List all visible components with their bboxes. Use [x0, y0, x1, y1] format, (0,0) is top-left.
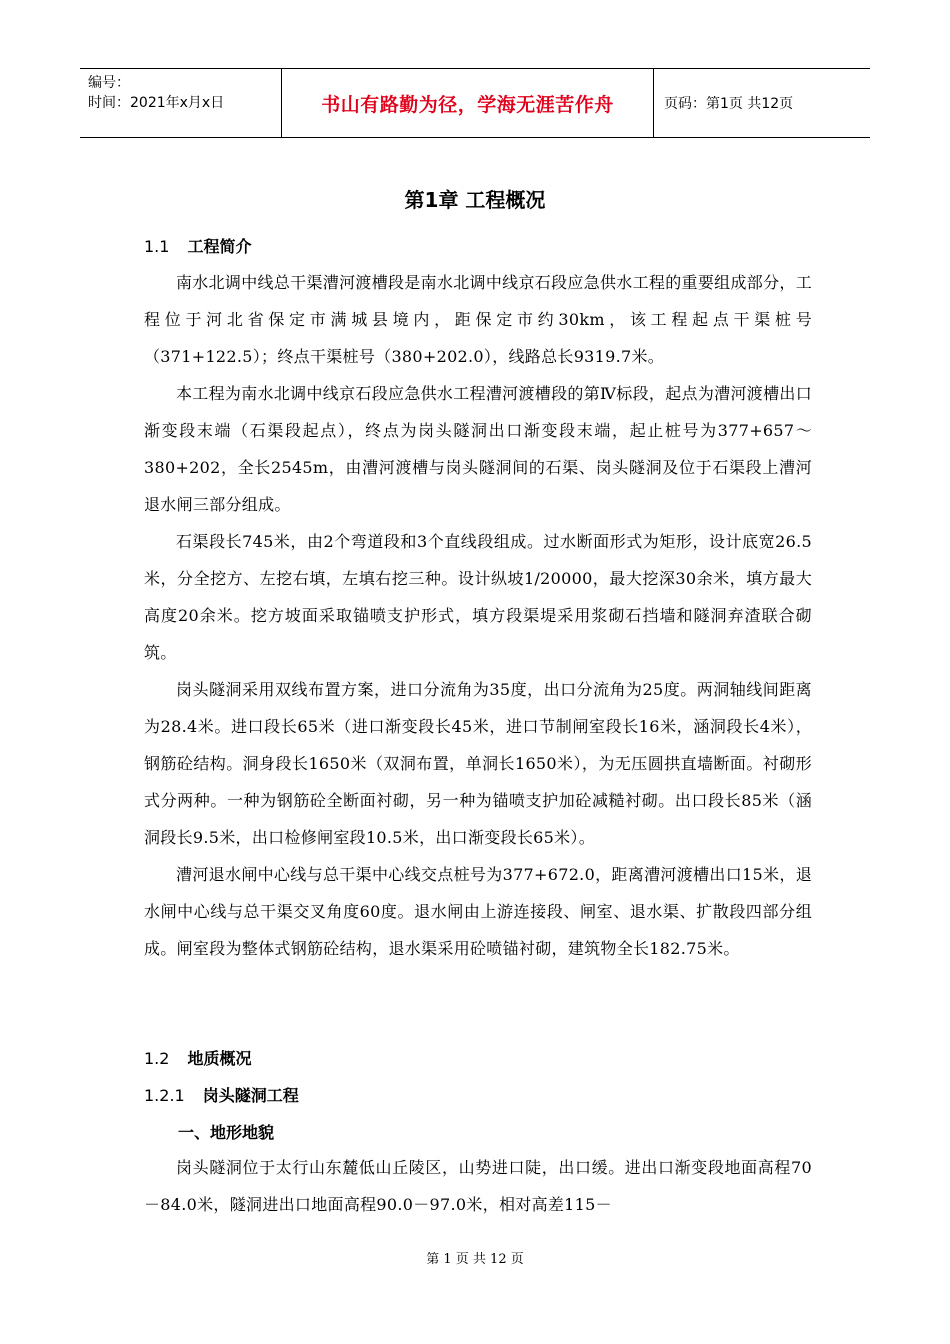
- section-title: 工程简介: [187, 237, 252, 256]
- paragraph: 漕河退水闸中心线与总干渠中心线交点桩号为377+672.0，距离漕河渡槽出口15米，退水闸中心线与总干渠交叉角度60度。退水闸由上游连接段、闸室、退水渠、扩散段四部分组成。闸室段为整体式钢筋砼结构，退水渠采用砼喷锚衬砌，建筑物全长182.75米。: [144, 865, 812, 958]
- header-motto: 书山有路勤为径，学海无涯苦作舟: [282, 69, 654, 137]
- chapter-title: 第1章 工程概况: [404, 188, 546, 212]
- section-number: 1.1: [144, 237, 170, 256]
- time-label: 时间：2021年x月x日: [88, 95, 225, 111]
- page-footer: 第 1 页 共 12 页: [426, 1252, 524, 1267]
- subheading-terrain: 一、地形地貌: [178, 1123, 275, 1142]
- paragraph: 岗头隧洞位于太行山东麓低山丘陵区，山势进口陡，出口缓。进出口渐变段地面高程70－84.0米，隧洞进出口地面高程90.0－97.0米，相对高差115－: [144, 1158, 812, 1214]
- section-title: 地质概况: [187, 1049, 252, 1068]
- section-number: 1.2: [144, 1049, 170, 1068]
- paragraph: 本工程为南水北调中线京石段应急供水工程漕河渡槽段的第Ⅳ标段，起点为漕河渡槽出口渐变段末端（石渠段起点），终点为岗头隧洞出口渐变段末端，起止桩号为377+657～380+202，全长2545m，由漕河渡槽与岗头隧洞间的石渠、岗头隧洞及位于石渠段上漕河退水闸三部分组成。: [144, 384, 812, 514]
- number-label: 编号：: [88, 75, 130, 91]
- section-title: 岗头隧洞工程: [202, 1086, 299, 1105]
- section-body-1-1: [144, 264, 812, 967]
- section-heading-1-2: [144, 1046, 251, 1069]
- paragraph: 岗头隧洞采用双线布置方案，进口分流角为35度，出口分流角为25度。两洞轴线间距离为28.4米。进口段长65米（进口渐变段长45米，进口节制闸室段长16米，涵洞段长4米），钢筋砼结构。洞身段长1650米（双洞布置，单洞长1650米），为无压圆拱直墙断面。衬砌形式分两种。一种为钢筋砼全断面衬砌，另一种为锚喷支护加砼减糙衬砌。出口段长85米（涵洞段长9.5米，出口检修闸室段10.5米，出口渐变段长65米）。: [144, 680, 812, 847]
- section-heading-1-1: [144, 234, 251, 257]
- header-page-info: 页码：第1页 共12页: [664, 96, 794, 112]
- section-number: 1.2.1: [144, 1086, 185, 1105]
- paragraph: 石渠段长745米，由2个弯道段和3个直线段组成。过水断面形式为矩形，设计底宽26.5米，分全挖方、左挖右填，左填右挖三种。设计纵坡1/20000，最大挖深30余米，填方最大高度20余米。挖方坡面采取锚喷支护形式，填方段渠堤采用浆砌石挡墙和隧洞弃渣联合砌筑。: [144, 532, 812, 662]
- section-heading-1-2-1: [144, 1083, 299, 1106]
- document-header: [80, 68, 870, 138]
- paragraph: 南水北调中线总干渠漕河渡槽段是南水北调中线京石段应急供水工程的重要组成部分，工程位于河北省保定市满城县境内，距保定市约30km，该工程起点干渠桩号（371+122.5）；终点干渠桩号（380+202.0），线路总长9319.7米。: [144, 273, 812, 366]
- header-meta: [80, 69, 282, 137]
- section-body-terrain: [144, 1149, 812, 1223]
